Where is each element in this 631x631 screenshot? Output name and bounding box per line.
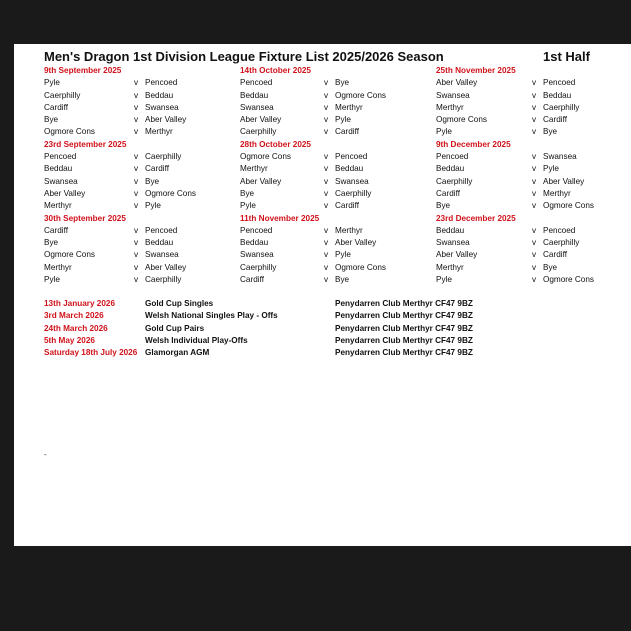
away-team: Pyle	[145, 201, 161, 211]
events-list	[44, 298, 504, 359]
home-team: Caerphilly	[240, 262, 277, 272]
event-row	[44, 347, 504, 359]
fixture-row	[436, 200, 594, 212]
home-team: Caerphilly	[240, 127, 277, 137]
footnote-mark: -	[44, 450, 47, 459]
away-team: Cardiff	[145, 164, 169, 174]
away-team: Swansea	[145, 102, 179, 112]
versus-marker: v	[134, 188, 139, 198]
away-team: Caerphilly	[543, 102, 580, 112]
home-team: Beddau	[240, 90, 269, 100]
versus-marker: v	[134, 115, 139, 125]
event-date: 3rd March 2026	[44, 311, 104, 321]
event-location: Penydarren Club Merthyr CF47 9BZ	[335, 335, 473, 345]
versus-marker: v	[134, 78, 139, 88]
versus-marker: v	[532, 90, 537, 100]
fixture-column	[240, 65, 386, 286]
versus-marker: v	[532, 188, 537, 198]
round-date: 23rd September 2025	[44, 139, 127, 149]
event-location: Penydarren Club Merthyr CF47 9BZ	[335, 323, 473, 333]
versus-marker: v	[532, 78, 537, 88]
away-team: Beddau	[335, 164, 364, 174]
away-team: Aber Valley	[335, 238, 377, 248]
home-team: Cardiff	[44, 225, 68, 235]
fixture-row	[436, 274, 594, 286]
versus-marker: v	[532, 250, 537, 260]
fixture-row	[44, 90, 174, 102]
home-team: Swansea	[240, 102, 274, 112]
away-team: Beddau	[145, 90, 174, 100]
fixture-row	[436, 151, 577, 163]
fixture-row	[44, 77, 178, 89]
fixture-row	[436, 176, 585, 188]
away-team: Aber Valley	[543, 176, 585, 186]
home-team: Ogmore Cons	[44, 127, 95, 137]
away-team: Merthyr	[145, 127, 173, 137]
away-team: Beddau	[145, 238, 174, 248]
versus-marker: v	[134, 90, 139, 100]
fixture-row	[240, 176, 369, 188]
round-date: 23rd December 2025	[436, 213, 516, 223]
home-team: Merthyr	[44, 201, 72, 211]
home-team: Caerphilly	[44, 90, 81, 100]
home-team: Merthyr	[436, 102, 464, 112]
versus-marker: v	[324, 262, 329, 272]
event-name: Welsh Individual Play-Offs	[145, 335, 248, 345]
home-team: Bye	[436, 201, 451, 211]
home-team: Aber Valley	[44, 188, 86, 198]
away-team: Bye	[335, 275, 350, 285]
home-team: Cardiff	[44, 102, 68, 112]
fixture-row	[436, 77, 576, 89]
fixture-row	[44, 249, 179, 261]
home-team: Pencoed	[436, 152, 469, 162]
home-team: Pyle	[240, 201, 256, 211]
fixture-row	[240, 200, 359, 212]
home-team: Pencoed	[240, 225, 273, 235]
versus-marker: v	[532, 102, 537, 112]
versus-marker: v	[532, 176, 537, 186]
home-team: Aber Valley	[240, 115, 282, 125]
home-team: Beddau	[240, 238, 269, 248]
round-date: 25th November 2025	[436, 66, 516, 75]
away-team: Caerphilly	[145, 275, 182, 285]
fixture-row	[44, 151, 182, 163]
versus-marker: v	[324, 164, 329, 174]
event-row	[44, 310, 504, 322]
home-team: Aber Valley	[436, 78, 478, 88]
away-team: Swansea	[543, 152, 577, 162]
event-location: Penydarren Club Merthyr CF47 9BZ	[335, 311, 473, 321]
fixture-row	[240, 225, 363, 237]
away-team: Ogmore Cons	[543, 201, 594, 211]
fixture-row	[240, 274, 350, 286]
round-date: 14th October 2025	[240, 66, 311, 75]
fixture-row	[436, 126, 558, 138]
versus-marker: v	[134, 262, 139, 272]
versus-marker: v	[134, 164, 139, 174]
home-team: Swansea	[436, 90, 470, 100]
away-team: Pyle	[543, 164, 559, 174]
event-location: Penydarren Club Merthyr CF47 9BZ	[335, 348, 473, 358]
away-team: Caerphilly	[145, 152, 182, 162]
fixture-row	[436, 90, 572, 102]
round-date: 9th September 2025	[44, 66, 122, 75]
versus-marker: v	[134, 152, 139, 162]
event-name: Glamorgan AGM	[145, 348, 210, 358]
fixture-row	[44, 274, 182, 286]
home-team: Caerphilly	[436, 176, 473, 186]
fixture-row	[240, 77, 350, 89]
fixture-row	[44, 188, 196, 200]
fixture-row	[436, 102, 580, 114]
event-row	[44, 298, 504, 310]
versus-marker: v	[532, 164, 537, 174]
away-team: Swansea	[335, 176, 369, 186]
fixture-row	[44, 225, 178, 237]
versus-marker: v	[532, 262, 537, 272]
fixture-row	[240, 114, 351, 126]
versus-marker: v	[324, 90, 329, 100]
home-team: Swansea	[436, 238, 470, 248]
fixture-row	[240, 102, 363, 114]
fixture-row	[240, 237, 377, 249]
versus-marker: v	[324, 250, 329, 260]
away-team: Merthyr	[543, 188, 571, 198]
fixture-column	[436, 65, 594, 286]
fixture-row	[44, 200, 161, 212]
away-team: Bye	[335, 78, 350, 88]
versus-marker: v	[324, 115, 329, 125]
home-team: Beddau	[44, 164, 73, 174]
home-team: Pyle	[436, 127, 452, 137]
half-label: 1st Half	[543, 49, 590, 64]
round-date: 28th October 2025	[240, 139, 311, 149]
fixture-row	[240, 249, 351, 261]
versus-marker: v	[324, 176, 329, 186]
versus-marker: v	[324, 78, 329, 88]
fixture-row	[240, 163, 364, 175]
home-team: Aber Valley	[240, 176, 282, 186]
fixture-row	[436, 188, 571, 200]
away-team: Pencoed	[543, 78, 576, 88]
away-team: Cardiff	[335, 201, 359, 211]
fixture-row	[44, 176, 160, 188]
versus-marker: v	[324, 201, 329, 211]
home-team: Ogmore Cons	[240, 152, 291, 162]
away-team: Pyle	[335, 115, 351, 125]
away-team: Beddau	[543, 90, 572, 100]
versus-marker: v	[532, 201, 537, 211]
versus-marker: v	[532, 275, 537, 285]
away-team: Merthyr	[335, 225, 363, 235]
home-team: Bye	[44, 238, 59, 248]
away-team: Merthyr	[335, 102, 363, 112]
event-date: 5th May 2026	[44, 335, 95, 345]
fixture-row	[44, 163, 169, 175]
home-team: Swansea	[44, 176, 78, 186]
versus-marker: v	[532, 225, 537, 235]
fixture-row	[240, 126, 359, 138]
away-team: Caerphilly	[543, 238, 580, 248]
away-team: Cardiff	[335, 127, 359, 137]
home-team: Merthyr	[436, 262, 464, 272]
home-team: Cardiff	[240, 275, 264, 285]
versus-marker: v	[324, 188, 329, 198]
versus-marker: v	[324, 238, 329, 248]
home-team: Merthyr	[44, 262, 72, 272]
home-team: Merthyr	[240, 164, 268, 174]
away-team: Pencoed	[335, 152, 368, 162]
versus-marker: v	[532, 127, 537, 137]
fixture-row	[44, 102, 179, 114]
fixture-column	[44, 65, 196, 286]
away-team: Bye	[543, 127, 558, 137]
fixture-row	[44, 114, 187, 126]
page-title: Men's Dragon 1st Division League Fixture List 2025/2026 Season	[44, 49, 444, 64]
fixture-row	[436, 163, 559, 175]
home-team: Ogmore Cons	[436, 115, 487, 125]
away-team: Pencoed	[145, 225, 178, 235]
event-name: Gold Cup Pairs	[145, 323, 205, 333]
versus-marker: v	[324, 102, 329, 112]
away-team: Ogmore Cons	[335, 262, 386, 272]
event-date: 24th March 2026	[44, 323, 108, 333]
away-team: Ogmore Cons	[335, 90, 386, 100]
fixture-row	[436, 249, 567, 261]
versus-marker: v	[532, 115, 537, 125]
fixture-row	[44, 126, 173, 138]
fixture-row	[240, 262, 386, 274]
home-team: Ogmore Cons	[44, 250, 95, 260]
versus-marker: v	[134, 102, 139, 112]
away-team: Aber Valley	[145, 115, 187, 125]
home-team: Bye	[240, 188, 255, 198]
versus-marker: v	[324, 225, 329, 235]
round-date: 30th September 2025	[44, 213, 126, 223]
round-date: 9th December 2025	[436, 139, 511, 149]
versus-marker: v	[134, 238, 139, 248]
home-team: Pyle	[436, 275, 452, 285]
home-team: Pencoed	[44, 152, 77, 162]
home-team: Aber Valley	[436, 250, 478, 260]
event-date: 13th January 2026	[44, 299, 116, 308]
away-team: Bye	[543, 262, 558, 272]
away-team: Pyle	[335, 250, 351, 260]
away-team: Pencoed	[145, 78, 178, 88]
away-team: Cardiff	[543, 115, 567, 125]
event-row	[44, 335, 504, 347]
event-name: Gold Cup Singles	[145, 299, 214, 308]
versus-marker: v	[134, 250, 139, 260]
away-team: Swansea	[145, 250, 179, 260]
away-team: Cardiff	[543, 250, 567, 260]
fixture-row	[436, 237, 580, 249]
event-row	[44, 323, 504, 335]
away-team: Bye	[145, 176, 160, 186]
event-name: Welsh National Singles Play - Offs	[145, 311, 278, 321]
fixture-row	[240, 151, 368, 163]
versus-marker: v	[324, 275, 329, 285]
versus-marker: v	[324, 152, 329, 162]
event-location: Penydarren Club Merthyr CF47 9BZ	[335, 299, 473, 308]
home-team: Swansea	[240, 250, 274, 260]
home-team: Bye	[44, 115, 59, 125]
fixture-row	[436, 114, 567, 126]
away-team: Ogmore Cons	[543, 275, 594, 285]
fixture-row	[44, 237, 174, 249]
home-team: Pyle	[44, 78, 60, 88]
fixture-row	[240, 188, 372, 200]
fixture-row	[240, 90, 386, 102]
round-date: 11th November 2025	[240, 213, 320, 223]
away-team: Aber Valley	[145, 262, 187, 272]
home-team: Beddau	[436, 225, 465, 235]
versus-marker: v	[134, 225, 139, 235]
versus-marker: v	[134, 275, 139, 285]
away-team: Caerphilly	[335, 188, 372, 198]
versus-marker: v	[324, 127, 329, 137]
fixture-row	[436, 225, 576, 237]
versus-marker: v	[134, 201, 139, 211]
fixture-row	[436, 262, 558, 274]
home-team: Pyle	[44, 275, 60, 285]
versus-marker: v	[134, 127, 139, 137]
versus-marker: v	[532, 238, 537, 248]
home-team: Beddau	[436, 164, 465, 174]
fixture-row	[44, 262, 187, 274]
versus-marker: v	[134, 176, 139, 186]
away-team: Pencoed	[543, 225, 576, 235]
versus-marker: v	[532, 152, 537, 162]
event-date: Saturday 18th July 2026	[44, 348, 138, 358]
home-team: Cardiff	[436, 188, 460, 198]
away-team: Ogmore Cons	[145, 188, 196, 198]
home-team: Pencoed	[240, 78, 273, 88]
